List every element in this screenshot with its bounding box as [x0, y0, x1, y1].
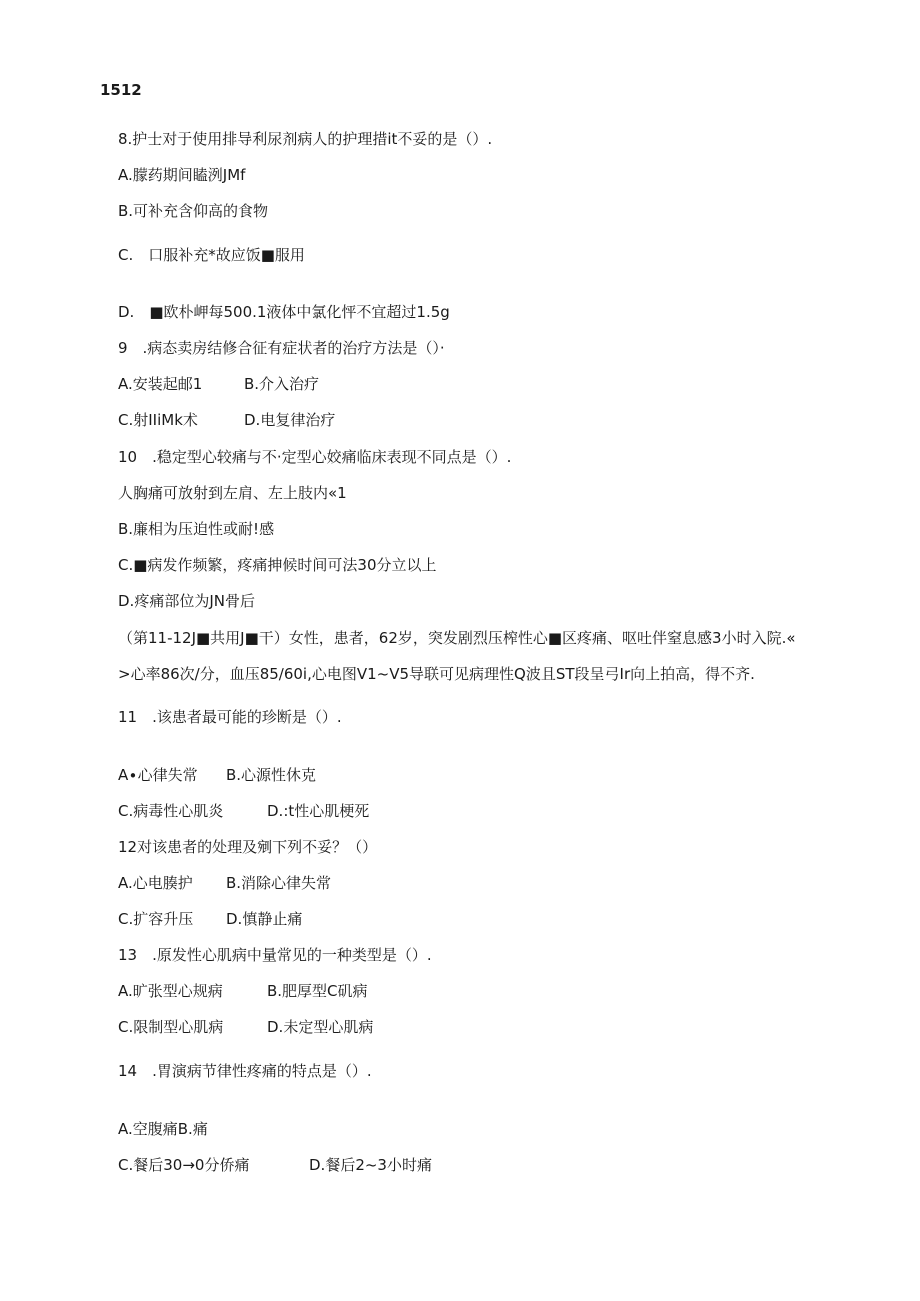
question-8: 8.护士对于使用排导利尿剂病人的护理措it不妥的是（）.	[118, 130, 493, 148]
option-13a: A.旷张型心规病	[118, 982, 223, 1000]
option-9d: D.电复律治疗	[244, 411, 336, 429]
page-code: 1512	[100, 81, 142, 99]
option-9b: B.介入治疗	[244, 375, 320, 393]
option-12b: B.消除心律失常	[226, 874, 332, 892]
option-8b: B.可补充含仰高的食物	[118, 202, 269, 220]
option-8a: A.朦药期间瞌洌JMf	[118, 166, 246, 184]
case-stem-line-2: >心率86次/分，血压85∕60i,心电图V1~V5导联可见病理性Q波且ST段呈弓Ir向上拍高，得不齐.	[118, 665, 755, 683]
option-14c: C.餐后30→0分侨痛	[118, 1156, 250, 1174]
option-13c: C.限制型心肌病	[118, 1018, 224, 1036]
option-12c: C.扩容升压	[118, 910, 194, 928]
option-14d: D.餐后2~3小时痛	[309, 1156, 432, 1174]
option-12d: D.慎静止痛	[226, 910, 303, 928]
option-12a: A.心电腠护	[118, 874, 193, 892]
option-11c: C.病毒性心肌炎	[118, 802, 224, 820]
option-10b: B.廉相为压迫性或耐!感	[118, 520, 275, 538]
option-8c: C. 口服补充*故应饭■服用	[118, 246, 305, 264]
option-9c: C.射IIiMk术	[118, 411, 198, 429]
option-8d: D. ■欧朴岬每500.1液体中氯化怦不宜超过1.5g	[118, 303, 450, 321]
option-13d: D.未定型心肌病	[267, 1018, 374, 1036]
question-13: 13 .原发性心肌病中量常见的一种类型是（）.	[118, 946, 432, 964]
question-12: 12对该患者的处理及剜下列不妥？（）	[118, 838, 378, 856]
option-10c: C.■病发作频繁，疼痛抻候时间可法30分立以上	[118, 556, 437, 574]
option-10d: D.疼痛部位为JN骨后	[118, 592, 255, 610]
question-14: 14 .胃演病节律性疼痛的特点是（）.	[118, 1062, 372, 1080]
option-11d: D.:t性心肌梗死	[267, 802, 370, 820]
option-11a: A∙心律失常	[118, 766, 198, 784]
question-10: 10 .稳定型心较痛与不·定型心姣痛临床表现不同点是（）.	[118, 448, 512, 466]
option-13b: B.肥厚型C矶病	[267, 982, 368, 1000]
question-9: 9 .病态卖房结修合征有症状者的治疗方法是（）·	[118, 339, 445, 357]
option-14ab: A.空腹痛B.痛	[118, 1120, 208, 1138]
option-11b: B.心源性休克	[226, 766, 317, 784]
question-11: 11 .该患者最可能的珍断是（）.	[118, 708, 342, 726]
option-10a: 人胸痛可放射到左肩、左上肢内«1	[118, 484, 347, 502]
case-stem-line-1: （第11-12J■共用J■干）女性，患者，62岁，突发剧烈压榨性心■区疼痛、呕吐伴窒息感3小时入院.«	[118, 629, 796, 647]
option-9a: A.安装起邮1	[118, 375, 203, 393]
